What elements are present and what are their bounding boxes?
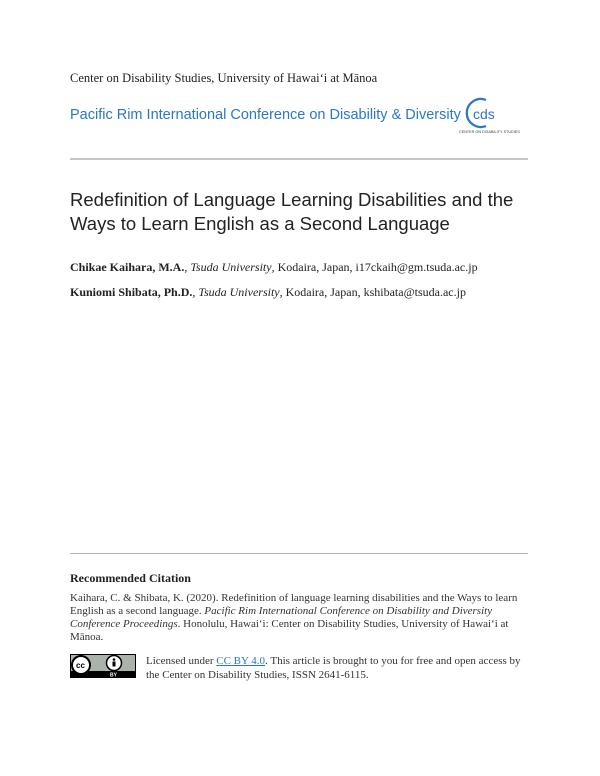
- conference-name[interactable]: Pacific Rim International Conference on Disability & Diversity: [70, 107, 461, 123]
- license-suffix: . This article is brought to you for free and open access by the Center on Disability Studies, ISSN 2641-6115.: [146, 655, 521, 681]
- author-name: Chikae Kaihara, M.A.: [70, 260, 185, 274]
- citation-publisher: . Honolulu, Hawaiʻi: Center on Disability Studies, University of Hawaiʻi at Mānoa.: [70, 618, 509, 643]
- author-line: [70, 285, 466, 300]
- cds-logo-icon: [456, 96, 526, 136]
- by-badge-text: BY: [110, 672, 117, 678]
- author-affiliation: Tsuda University: [198, 285, 280, 299]
- author-separator: ,: [184, 260, 191, 274]
- paper-title: Redefinition of Language Learning Disabilities and the Ways to Learn English as a Second Language: [70, 189, 514, 234]
- author-separator: ,: [192, 285, 199, 299]
- license-text: [146, 655, 530, 682]
- header-divider: [70, 158, 528, 160]
- author-name: Kuniomi Shibata, Ph.D.: [70, 285, 193, 299]
- citation-authors: Kaihara, C. & Shibata, K. (2020). Redefinition of language learning disabilities and the Ways to learn English as a second language.: [70, 592, 518, 617]
- author-details: , Kodaira, Japan, kshibata@tsuda.ac.jp: [279, 285, 466, 299]
- center-name: Center on Disability Studies, University of Hawaiʻi at Mānoa: [70, 71, 378, 85]
- footer-divider: [70, 553, 528, 554]
- cc-badge-text: cc: [76, 661, 85, 670]
- logo-mark-text: cds: [473, 106, 495, 122]
- license-prefix: Licensed under: [146, 655, 217, 667]
- author-line: [70, 260, 478, 275]
- author-details: , Kodaira, Japan, i17ckaih@gm.tsuda.ac.jp: [271, 260, 478, 274]
- recommended-citation-heading: Recommended Citation: [70, 571, 191, 585]
- citation-journal: Pacific Rim International Conference on Disability and Diversity Conference Proceedings: [70, 605, 493, 630]
- cc-by-badge-icon[interactable]: [70, 654, 136, 678]
- citation-text: [70, 592, 530, 644]
- author-affiliation: Tsuda University: [190, 260, 272, 274]
- logo-sub-text: CENTER ON DISABILITY STUDIES: [459, 130, 520, 134]
- cc-by-link[interactable]: CC BY 4.0: [216, 655, 266, 667]
